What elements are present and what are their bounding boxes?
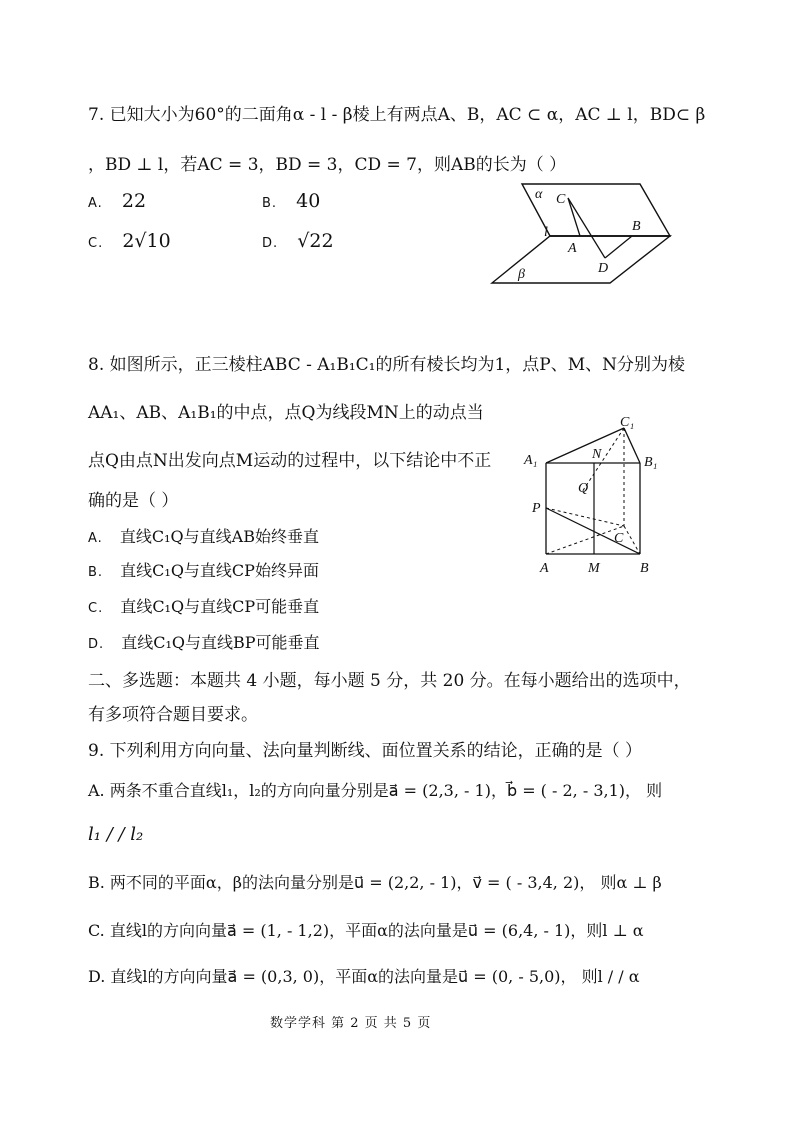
q7-option-a xyxy=(88,190,146,212)
q9-option-c: C. 直线l的方向向量a⃗ = (1, - 1,2)，平面α的法向量是u⃗ = (6,4, - 1)，则l ⊥ α xyxy=(88,921,644,940)
label-D: D xyxy=(598,261,609,276)
option-text: 40 xyxy=(296,190,321,212)
option-label: C. xyxy=(88,236,104,251)
label-B: B xyxy=(632,219,641,234)
label-alpha: α xyxy=(535,187,543,202)
q9-option-a-line2: l₁ / / l₂ xyxy=(88,824,144,845)
label-A1: A₁ xyxy=(524,453,538,468)
q8-option-c xyxy=(88,594,319,617)
label-C: C xyxy=(556,192,566,207)
label-P: P xyxy=(532,501,541,516)
option-text: 2√10 xyxy=(122,230,171,252)
option-text: 22 xyxy=(121,190,147,212)
option-label: D. xyxy=(262,236,279,251)
label-Q: Q xyxy=(578,481,589,496)
q8-stem-line4: 确的是（ ） xyxy=(88,491,179,511)
q7-option-b xyxy=(262,190,320,212)
label-M: M xyxy=(588,561,600,576)
segment-CA xyxy=(568,198,580,236)
label-A: A xyxy=(568,241,577,256)
q9-option-d: D. 直线l的方向向量a⃗ = (0,3, 0)，平面α的法向量是u⃗ = (0, - 5,0)， 则l / / α xyxy=(88,967,640,986)
section2-heading-line2: 有多项符合题目要求。 xyxy=(88,705,258,725)
q7-dihedral-figure xyxy=(480,176,680,291)
page-footer: 数学学科 第 2 页 共 5 页 xyxy=(270,1016,432,1031)
q9-stem: 9. 下列利用方向向量、法向量判断线、面位置关系的结论，正确的是（ ） xyxy=(88,741,643,761)
q8-option-b xyxy=(88,558,319,581)
label-A: A xyxy=(540,561,549,576)
q9-option-b: B. 两不同的平面α，β的法向量分别是u⃗ = (2,2, - 1)，v⃗ = ( - 3,4, 2)， 则α ⊥ β xyxy=(88,873,662,892)
option-label: A. xyxy=(88,531,103,546)
label-B1: B₁ xyxy=(644,455,658,470)
q8-option-d xyxy=(88,630,320,653)
option-label: A. xyxy=(88,196,103,211)
q7-option-c xyxy=(88,230,171,252)
q7-option-d xyxy=(262,230,334,252)
option-text: 直线C₁Q与直线AB始终垂直 xyxy=(119,527,319,546)
option-label: D. xyxy=(88,637,105,652)
label-B: B xyxy=(640,561,649,576)
q8-stem-line2: AA₁、AB、A₁B₁的中点，点Q为线段MN上的动点当 xyxy=(88,403,484,423)
option-text: 直线C₁Q与直线CP始终异面 xyxy=(120,561,319,580)
q7-stem-line1: 7. 已知大小为60°的二面角α - l - β棱上有两点A、B，AC ⊂ α，AC ⊥ l，BD⊂ β xyxy=(88,105,706,125)
q8-prism-figure xyxy=(522,416,672,576)
q7-stem-line2: ，BD ⊥ l，若AC = 3，BD = 3，CD = 7，则AB的长为（ ） xyxy=(88,155,567,175)
q8-stem-line1: 8. 如图所示，正三棱柱ABC - A₁B₁C₁的所有棱长均为1，点P、M、N分别为棱 xyxy=(88,355,686,375)
option-label: B. xyxy=(262,196,278,211)
label-C: C xyxy=(614,531,624,546)
option-label: C. xyxy=(88,601,104,616)
label-beta: β xyxy=(518,267,525,282)
option-text: 直线C₁Q与直线BP可能垂直 xyxy=(121,633,320,652)
option-label: B. xyxy=(88,565,104,580)
label-C1: C₁ xyxy=(620,415,635,430)
option-text: 直线C₁Q与直线CP可能垂直 xyxy=(120,597,320,616)
section2-heading-line1: 二、多选题：本题共 4 小题，每小题 5 分，共 20 分。在每小题给出的选项中， xyxy=(88,671,691,691)
label-N: N xyxy=(592,447,602,462)
q8-option-a xyxy=(88,524,319,547)
label-l: l xyxy=(544,225,548,240)
q9-option-a-line1: A. 两条不重合直线l₁，l₂的方向向量分别是a⃗ = (2,3, - 1)，b⃗ = ( - 2, - 3,1)， 则 xyxy=(88,781,663,800)
option-text: √22 xyxy=(297,230,334,252)
q8-stem-line3: 点Q由点N出发向点M运动的过程中，以下结论中不正 xyxy=(88,451,492,471)
segment-BD xyxy=(605,236,632,258)
